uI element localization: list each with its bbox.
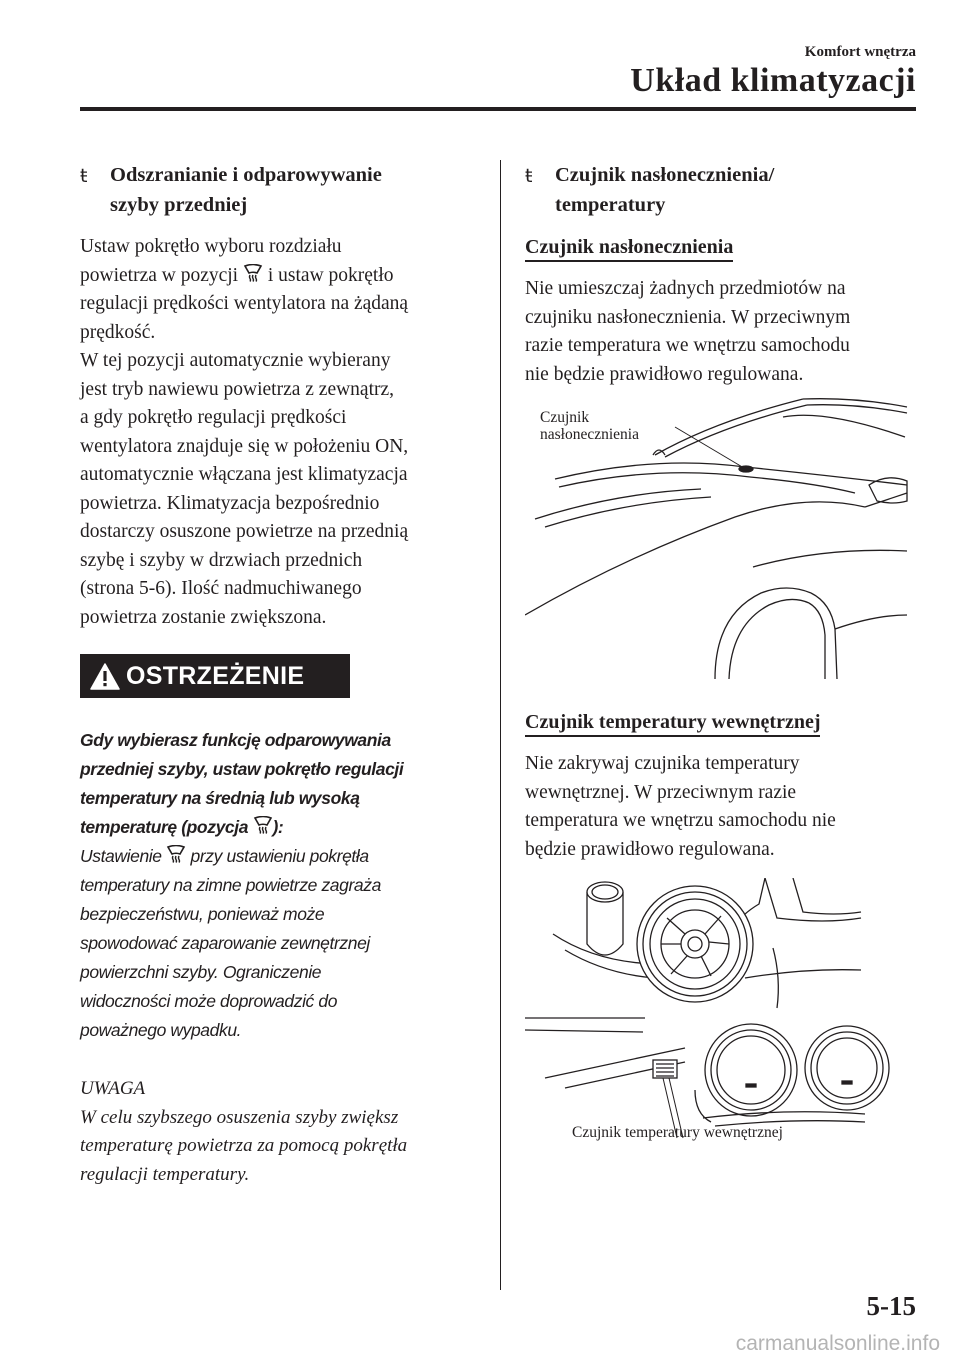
defrost-instructions: [80, 233, 478, 632]
note-block: [80, 1075, 478, 1189]
sunlight-sensor-text: [525, 275, 915, 389]
section-heading-defrost: [80, 160, 478, 220]
section-heading-sensors: [525, 160, 915, 220]
running-header-title: Układ klimatyzacji: [630, 62, 916, 99]
text-line: powietrza zostanie zwiększona.: [80, 606, 327, 628]
windshield-defrost-icon: [243, 264, 263, 282]
running-header-section: Komfort wnętrza: [804, 44, 916, 60]
warning-line: temperatury na zimne powietrze zagraża: [80, 875, 381, 895]
section-bullet-icon: ŧ: [80, 165, 88, 187]
warning-bold-line: przedniej szyby, ustaw pokrętło regulacji: [80, 759, 404, 779]
section-heading-line: Odszranianie i odparowywanie: [110, 164, 382, 186]
header-rule: [80, 107, 916, 111]
warning-bold-line: Gdy wybierasz funkcję odparowywania: [80, 730, 391, 750]
column-divider: [500, 160, 501, 1290]
warning-triangle-icon: [90, 663, 120, 690]
text-line: W tej pozycji automatycznie wybierany: [80, 350, 391, 371]
text-line: wewnętrznej. W przeciwnym razie: [525, 781, 797, 803]
text-line: wentylatora znajduje się w położeniu ON,: [80, 435, 409, 457]
text-line: szybę i szyby w drzwiach przednich: [80, 549, 363, 571]
text-line: powietrza w pozycji i ustaw pokrętło: [80, 264, 394, 286]
text-line: regulacji prędkości wentylatora na żądaną: [80, 293, 409, 314]
text-line: (strona 5-6). Ilość nadmuchiwanego: [80, 578, 362, 599]
note-line: regulacji temperatury.: [80, 1163, 250, 1185]
text-line: Nie zakrywaj czujnika temperatury: [525, 753, 800, 774]
note-title: UWAGA: [80, 1078, 146, 1099]
text-line: powietrza. Klimatyzacja bezpośrednio: [80, 492, 380, 514]
text-line: dostarczy osuszone powietrze na przednią: [80, 521, 409, 542]
text-line: będzie prawidłowo regulowana.: [525, 838, 775, 860]
windshield-defrost-icon: [253, 816, 273, 834]
warning-label: OSTRZEŻENIE: [126, 661, 305, 690]
section-bullet-icon: ŧ: [525, 165, 533, 187]
figure-interior-temperature-sensor: [525, 878, 915, 1148]
windshield-defrost-icon: [166, 845, 186, 863]
note-line: W celu szybszego osuszenia szyby zwiększ: [80, 1106, 399, 1128]
warning-line: Ustawienie przy ustawieniu pokrętła: [80, 846, 369, 866]
warning-banner: [80, 654, 350, 698]
text-line: Nie umieszczaj żadnych przedmiotów na: [525, 278, 846, 299]
text-line: nie będzie prawidłowo regulowana.: [525, 363, 804, 385]
text-line: Ustaw pokrętło wyboru rozdziału: [80, 236, 342, 257]
text-line: razie temperatura we wnętrzu samochodu: [525, 335, 850, 356]
text-line: automatycznie włączana jest klimatyzacja: [80, 464, 408, 485]
figure-sunlight-sensor: [525, 397, 915, 679]
warning-bold-line: temperatury na średnią lub wysoką: [80, 788, 360, 808]
text-line: czujniku nasłonecznienia. W przeciwnym: [525, 306, 851, 328]
note-line: temperaturę powietrza za pomocą pokrętła: [80, 1135, 408, 1156]
section-heading-line: temperatury: [555, 194, 666, 216]
text-line: prędkość.: [80, 321, 156, 343]
text-line: temperatura we wnętrzu samochodu nie: [525, 810, 836, 831]
page-number: 5-15: [866, 1291, 916, 1321]
warning-text: [80, 726, 478, 1045]
warning-line: bezpieczeństwu, ponieważ może: [80, 904, 325, 924]
warning-line: spowodować zaparowanie zewnętrznej: [80, 933, 370, 953]
warning-bold-line: temperaturę (pozycja ):: [80, 817, 284, 837]
figure-label-sunlight-sensor: Czujnik nasłonecznienia: [540, 409, 639, 443]
interior-sensor-text: [525, 750, 915, 864]
left-column: [80, 160, 478, 1189]
text-line: a gdy pokrętło regulacji prędkości: [80, 407, 347, 428]
subheading-interior-temperature-sensor: Czujnik temperatury wewnętrznej: [525, 709, 820, 737]
subheading-sunlight-sensor: Czujnik nasłonecznienia: [525, 234, 733, 262]
text-line: jest tryb nawiewu powietrza z zewnątrz,: [80, 378, 395, 400]
section-heading-line: Czujnik nasłonecznienia/: [555, 164, 775, 186]
dashboard-vent-illustration: [525, 878, 915, 1148]
warning-line: powierzchni szyby. Ograniczenie: [80, 962, 322, 982]
right-column: [525, 160, 915, 1148]
section-heading-line: szyby przedniej: [110, 194, 248, 216]
figure-label-interior-sensor: Czujnik temperatury wewnętrznej: [572, 1124, 783, 1141]
watermark: carmanualsonline.info: [735, 1332, 940, 1355]
warning-line: widoczności może doprowadzić do: [80, 991, 338, 1011]
warning-line: poważnego wypadku.: [80, 1020, 242, 1040]
